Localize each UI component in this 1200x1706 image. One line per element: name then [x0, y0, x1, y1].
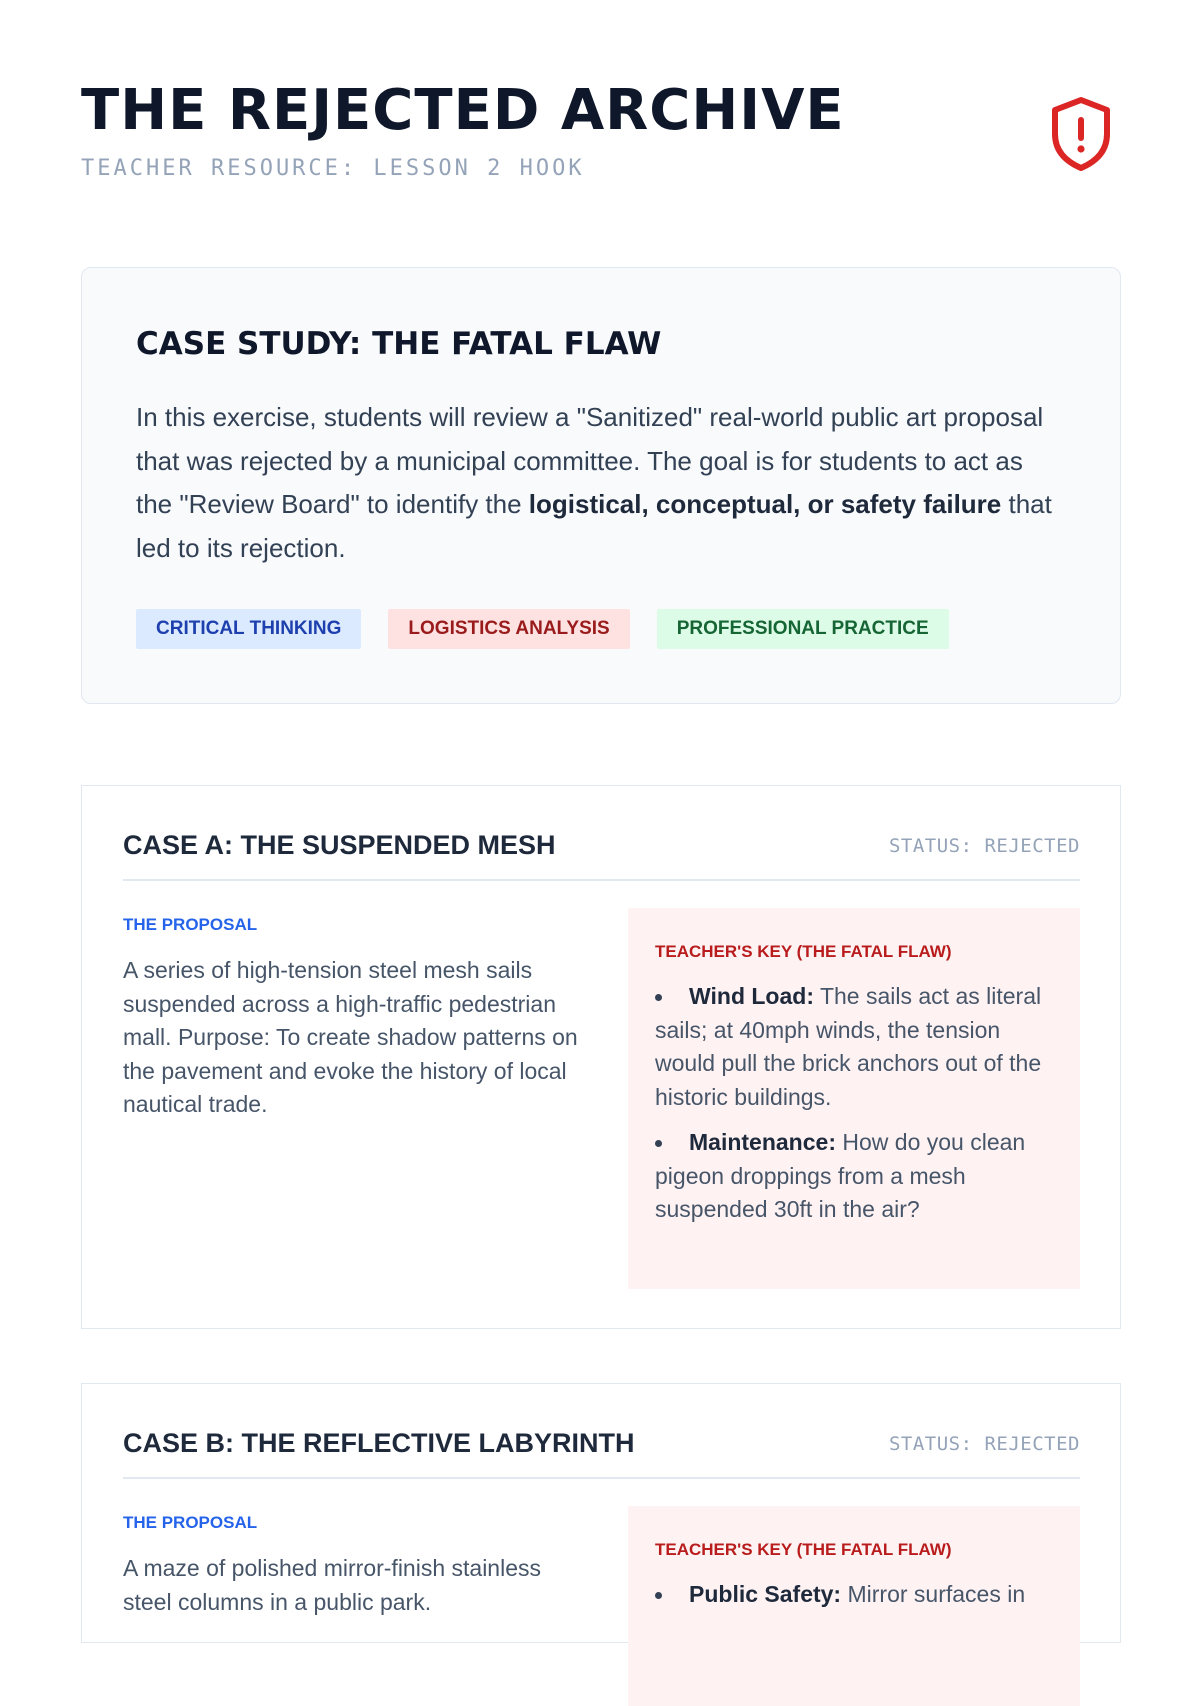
teacher-key-list: [655, 1578, 1055, 1624]
proposal-label: THE PROPOSAL: [123, 915, 258, 934]
list-item: [655, 1578, 1055, 1612]
status-badge: STATUS: REJECTED: [888, 835, 1080, 857]
tag-logistics-analysis: LOGISTICS ANALYSIS: [388, 609, 629, 649]
teacher-key-box: [628, 1506, 1080, 1706]
key-term: Maintenance:: [689, 1129, 836, 1155]
intro-body-emphasis: logistical, conceptual, or safety failure: [528, 489, 1002, 519]
intro-body-text: In this exercise, students will review a "Sanitized" real-world public art proposal that was rejected by a municipal committee. The goal is for students to act as the "Review Board" to identify the: [136, 402, 1044, 519]
case-title: CASE A: THE SUSPENDED MESH: [123, 830, 556, 860]
key-term: Public Safety:: [689, 1581, 842, 1607]
tag-list: [136, 609, 949, 649]
page-header: [81, 78, 1121, 198]
teacher-key-label: TEACHER'S KEY (THE FATAL FLAW): [655, 1540, 952, 1559]
page-subtitle: TEACHER RESOURCE: LESSON 2 HOOK: [81, 156, 585, 181]
shield-alert-icon: [1049, 96, 1113, 172]
status-badge: STATUS: REJECTED: [888, 1433, 1080, 1455]
proposal-label: THE PROPOSAL: [123, 1513, 258, 1532]
key-text: How do you clean pigeon droppings from a mesh suspended 30ft in the air?: [655, 1129, 1026, 1222]
intro-card: [81, 267, 1121, 704]
divider: [123, 879, 1080, 881]
intro-heading: CASE STUDY: THE FATAL FLAW: [136, 326, 662, 362]
tag-professional-practice: PROFESSIONAL PRACTICE: [657, 609, 949, 649]
divider: [123, 1477, 1080, 1479]
page: [81, 0, 1121, 1615]
intro-body: [136, 396, 1056, 570]
intro-body-text-end: that led to its rejection.: [136, 489, 1052, 563]
list-item: [655, 1126, 1055, 1227]
teacher-key-list: [655, 980, 1055, 1239]
key-text: Mirror surfaces in: [841, 1581, 1026, 1607]
case-card-b: [81, 1383, 1121, 1643]
teacher-key-box: [628, 908, 1080, 1289]
list-item: [655, 980, 1055, 1114]
proposal-text: A maze of polished mirror-finish stainless steel columns in a public park.: [123, 1555, 541, 1615]
key-text: The sails act as literal sails; at 40mph winds, the tension would pull the brick anchors out of the historic buildings.: [655, 983, 1042, 1110]
case-card-a: [81, 785, 1121, 1329]
key-term: Wind Load:: [689, 983, 814, 1009]
teacher-key-label: TEACHER'S KEY (THE FATAL FLAW): [655, 942, 952, 961]
proposal-text: A series of high-tension steel mesh sails suspended across a high-traffic pedestrian mall. Purpose: To create shadow patterns on the pavement and evoke the history of local nautical trade.: [123, 957, 578, 1117]
case-title: CASE B: THE REFLECTIVE LABYRINTH: [123, 1428, 635, 1458]
tag-critical-thinking: CRITICAL THINKING: [136, 609, 361, 649]
page-title: THE REJECTED ARCHIVE: [81, 78, 845, 143]
